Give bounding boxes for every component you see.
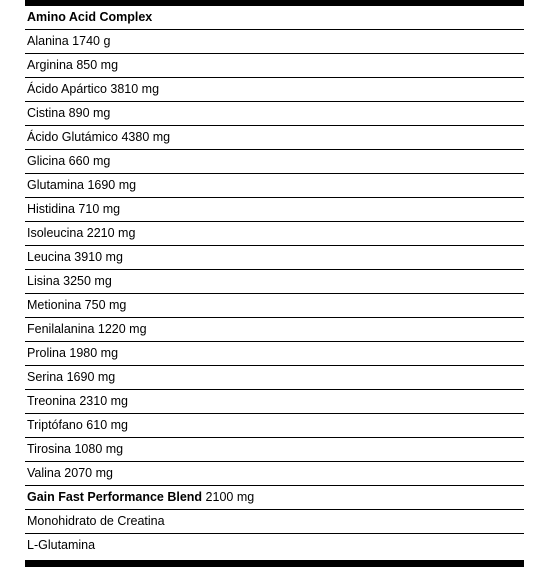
blend-row xyxy=(25,486,524,510)
ingredient-row: Isoleucina 2210 mg xyxy=(25,222,524,246)
ingredient-row: Prolina 1980 mg xyxy=(25,342,524,366)
ingredient-row: Glicina 660 mg xyxy=(25,150,524,174)
ingredient-row: Lisina 3250 mg xyxy=(25,270,524,294)
blend-amount: 2100 mg xyxy=(202,490,255,504)
ingredient-row: Glutamina 1690 mg xyxy=(25,174,524,198)
ingredient-row: Treonina 2310 mg xyxy=(25,390,524,414)
ingredient-row: Ácido Apártico 3810 mg xyxy=(25,78,524,102)
section-title-amino-acid-complex: Amino Acid Complex xyxy=(25,6,524,30)
ingredient-row: Triptófano 610 mg xyxy=(25,414,524,438)
ingredient-row: Arginina 850 mg xyxy=(25,54,524,78)
ingredient-row: Serina 1690 mg xyxy=(25,366,524,390)
ingredient-row: Valina 2070 mg xyxy=(25,462,524,486)
bottom-rule xyxy=(25,560,524,567)
ingredient-row: Ácido Glutámico 4380 mg xyxy=(25,126,524,150)
ingredient-row: Tirosina 1080 mg xyxy=(25,438,524,462)
blend-item-row: L-Glutamina xyxy=(27,538,96,552)
ingredient-row: Cistina 890 mg xyxy=(25,102,524,126)
blend-name: Gain Fast Performance Blend xyxy=(27,490,203,504)
ingredient-row: Fenilalanina 1220 mg xyxy=(25,318,524,342)
blend-item-row: Monohidrato de Creatina xyxy=(25,510,524,534)
ingredient-row: Metionina 750 mg xyxy=(25,294,524,318)
nutrition-panel xyxy=(25,0,524,567)
ingredient-row: Alanina 1740 g xyxy=(25,30,524,54)
ingredient-row: Leucina 3910 mg xyxy=(25,246,524,270)
ingredient-row: Histidina 710 mg xyxy=(25,198,524,222)
